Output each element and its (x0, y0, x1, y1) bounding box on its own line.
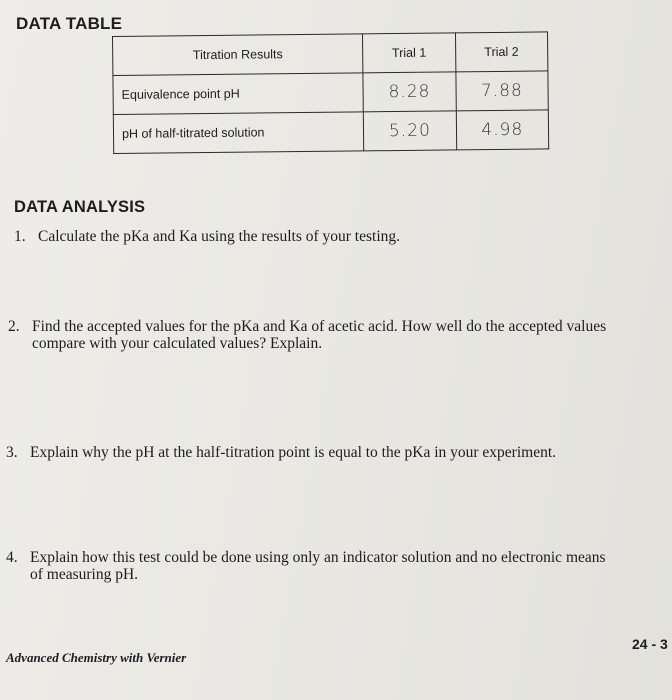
table-header-row (113, 32, 548, 76)
question-3 (6, 444, 556, 461)
titration-results-table (112, 31, 549, 154)
half-titrated-ph-trial-1: 5.20 (364, 111, 457, 151)
question-4-text: Explain how this test could be done using only an indicator solution and no electronic means (30, 549, 606, 566)
question-2-text-continued: compare with your calculated values? Explain. (32, 335, 323, 352)
question-1 (14, 228, 400, 245)
question-2 (8, 318, 606, 352)
data-table-heading: DATA TABLE (16, 14, 123, 33)
question-3-text: Explain why the pH at the half-titration point is equal to the pKa in your experiment. (30, 444, 557, 461)
question-1-number: 1. (14, 228, 26, 245)
header-trial-2: Trial 2 (455, 32, 548, 72)
equivalence-ph-trial-1: 8.28 (363, 72, 456, 112)
question-4 (6, 549, 606, 583)
footer-page-number: 24 - 3 (632, 636, 668, 652)
row-label-half-titrated-ph: pH of half-titrated solution (113, 112, 364, 154)
question-4-text-continued: of measuring pH. (30, 566, 139, 583)
table-row (113, 71, 548, 115)
question-2-number: 2. (8, 318, 20, 335)
half-titrated-ph-trial-2: 4.98 (456, 110, 549, 150)
question-2-text: Find the accepted values for the pKa and Ka of acetic acid. How well do the accepted values (32, 318, 607, 335)
question-4-number: 4. (6, 549, 18, 566)
header-titration-results: Titration Results (113, 34, 364, 76)
data-analysis-heading: DATA ANALYSIS (14, 198, 146, 216)
table-row (113, 110, 548, 154)
row-label-equivalence-ph: Equivalence point pH (113, 73, 364, 115)
footer-book-title: Advanced Chemistry with Vernier (6, 650, 187, 665)
question-1-text: Calculate the pKa and Ka using the results of your testing. (38, 228, 401, 245)
equivalence-ph-trial-2: 7.88 (456, 71, 549, 111)
header-trial-1: Trial 1 (363, 33, 456, 73)
question-3-number: 3. (6, 444, 18, 461)
